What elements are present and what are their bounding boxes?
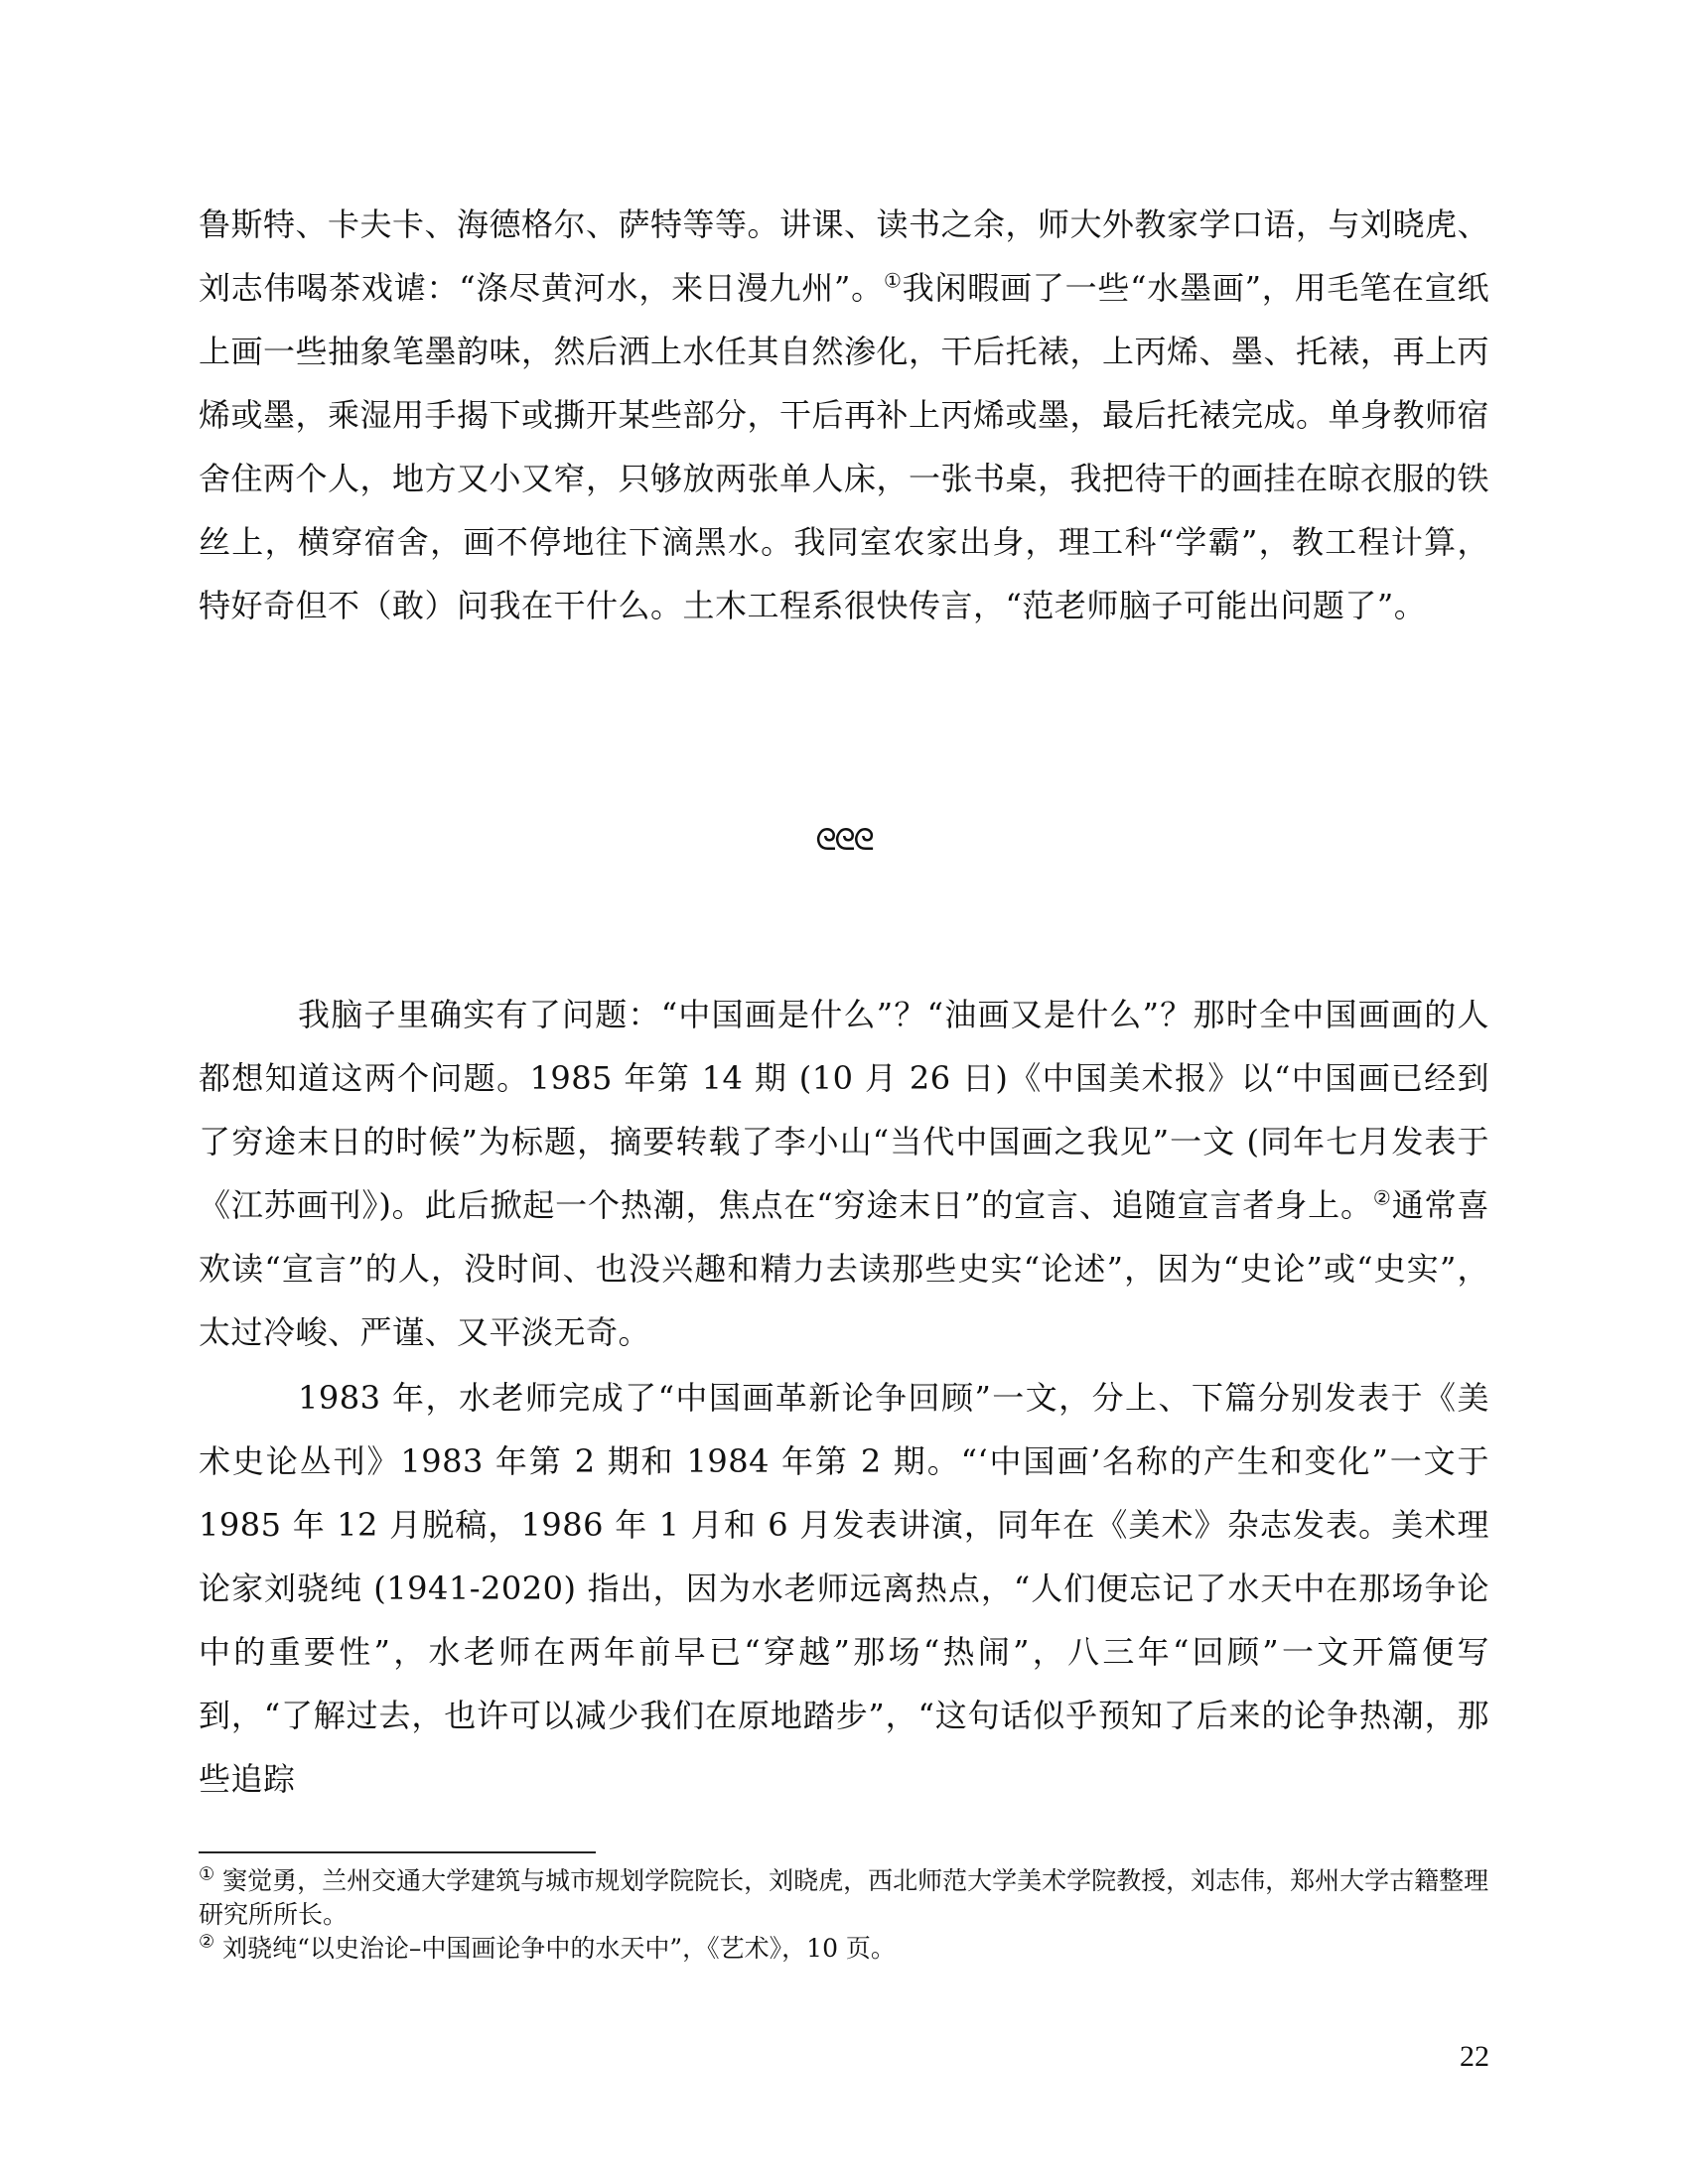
paragraph-1-text-b: 我闲暇画了一些“水墨画”，用毛笔在宣纸上画一些抽象笔墨韵味，然后洒上水任其自然渗化，干后托裱，上丙烯、墨、托裱，再上丙烯或墨，乘湿用手揭下或撕开某些部分，干后再补上丙烯或墨，最后托裱完成。单身教师宿舍住两个人，地方又小又窄，只够放两张单人床，一张书桌，我把待干的画挂在晾衣服的铁丝上，横穿宿舍，画不停地往下滴黑水。我同室农家出身，理工科“学霸”，教工程计算，特好奇但不（敢）问我在干什么。土木工程系很快传言，“范老师脑子可能出问题了”。 [199,269,1490,624]
footnote-ref-2[interactable]: ② [1372,1185,1392,1210]
footnote-1-text: 窦觉勇，兰州交通大学建筑与城市规划学院院长，刘晓虎，西北师范大学美术学院教授，刘志伟，郑州大学古籍整理研究所所长。 [199,1866,1489,1929]
footnotes [199,1864,1489,1966]
section-divider-ornament: ᘓᘓᘓ [815,823,873,858]
paragraph-2-text-b: 通常喜欢读“宣言”的人，没时间、也没兴趣和精力去读那些史实“论述”，因为“史论”或“史实”，太过冷峻、严谨、又平淡无奇。 [199,1186,1489,1351]
footnote-2 [199,1932,1489,1966]
footnote-2-text: 刘骁纯“以史治论–中国画论争中的水天中”，《艺术》，10 页。 [222,1934,896,1963]
page-number: 22 [1460,2040,1489,2073]
paragraph-2 [199,983,1489,1364]
paragraph-3: 1983 年，水老师完成了“中国画革新论争回顾”一文，分上、下篇分别发表于《美术史论丛刊》1983 年第 2 期和 1984 年第 2 期。“‘中国画’名称的产生和变化”一文于 1985 年 12 月脱稿，1986 年 1 月和 6 月发表讲演，同年在《美术》杂志发表。美术理论家刘骁纯 (1941-2020) 指出，因为水老师远离热点，“人们便忘记了水天中在那场争论中的重要性”，水老师在两年前早已“穿越”那场“热闹”，八三年“回顾”一文开篇便写到，“了解过去，也许可以减少我们在原地踏步”，“这句话似乎预知了后来的论争热潮，那些追踪 [199,1379,1489,1798]
paragraph-1 [199,193,1489,637]
paragraph-1-text-a: 鲁斯特、卡夫卡、海德格尔、萨特等等。讲课、读书之余，师大外教家学口语，与刘晓虎、刘志伟喝茶戏谑：“涤尽黄河水，来日漫九州”。 [199,205,1490,307]
footnote-separator [199,1851,596,1853]
footnote-2-mark: ② [199,1931,215,1953]
paragraph-2-text-a: 我脑子里确实有了问题：“中国画是什么”？“油画又是什么”？那时全中国画画的人都想知道这两个问题。1985 年第 14 期 (10 月 26 日)《中国美术报》以“中国画已经到了穷途末日的时候”为标题，摘要转载了李小山“当代中国画之我见”一文 (同年七月发表于《江苏画刊》)。此后掀起一个热潮，焦点在“穷途末日”的宣言、追随宣言者身上。 [199,996,1489,1224]
footnote-1-mark: ① [199,1863,215,1885]
footnote-1 [199,1864,1489,1932]
footnote-ref-1[interactable]: ① [883,268,903,293]
